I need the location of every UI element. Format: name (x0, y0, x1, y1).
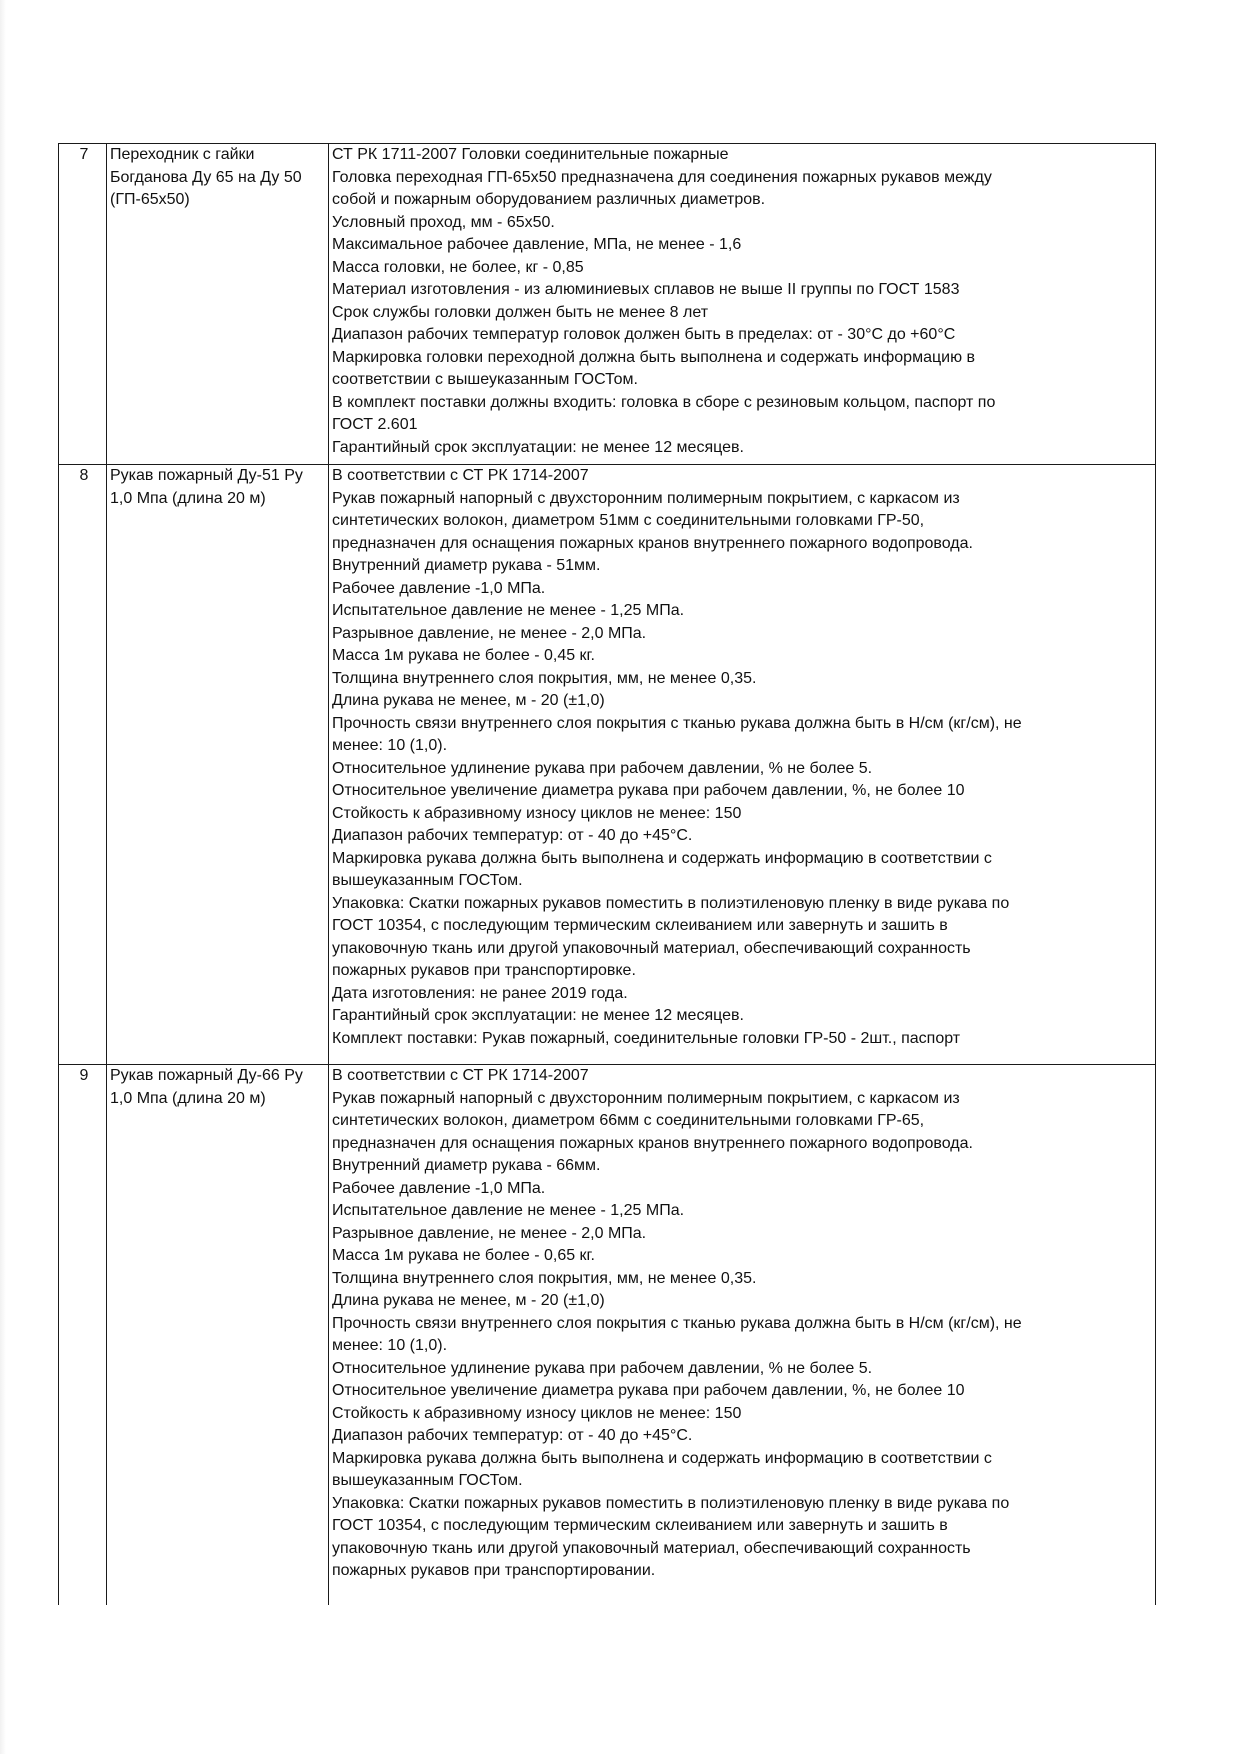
description-line: Прочность связи внутреннего слоя покрытия с тканью рукава должна быть в Н/см (кг/см), не (332, 1314, 1022, 1332)
item-name (107, 465, 329, 1065)
table-row (59, 144, 1156, 465)
description-line: синтетических волокон, диаметром 51мм с соединительными головками ГР-50, (332, 512, 925, 529)
description-line: менее: 10 (1,0). (332, 737, 448, 754)
table-row (59, 465, 1156, 1065)
description-line: вышеуказанным ГОСТом. (332, 872, 523, 889)
description-line: пожарных рукавов при транспортировке. (332, 962, 636, 979)
description-line: Относительное увеличение диаметра рукава при рабочем давлении, %, не более 10 (332, 1382, 965, 1399)
description-line: Диапазон рабочих температур: от - 40 до +45°С. (332, 827, 693, 844)
description-line: синтетических волокон, диаметром 66мм с соединительными головками ГР-65, (332, 1112, 925, 1129)
description-line: Внутренний диаметр рукава - 51мм. (332, 557, 601, 574)
description-line: Рукав пожарный напорный с двухсторонним полимерным покрытием, с каркасом из (332, 489, 960, 507)
description-line: упаковочную ткань или другой упаковочный материал, обеспечивающий сохранность (332, 939, 971, 957)
table-row (59, 1065, 1156, 1606)
description-line: Дата изготовления: не ранее 2019 года. (332, 984, 628, 1002)
description-line: Максимальное рабочее давление, МПа, не менее - 1,6 (332, 236, 742, 253)
description-line: Длина рукава не менее, м - 20 (±1,0) (332, 1292, 605, 1309)
scan-edge-shadow (0, 0, 6, 1754)
description-line: Толщина внутреннего слоя покрытия, мм, не менее 0,35. (332, 1269, 757, 1287)
description-line: вышеуказанным ГОСТом. (332, 1472, 523, 1489)
description-line: Рабочее давление -1,0 МПа. (332, 1179, 546, 1197)
row-number: 8 (59, 465, 107, 1065)
item-name (107, 1065, 329, 1606)
description-line: Разрывное давление, не менее - 2,0 МПа. (332, 624, 647, 642)
description-line: Масса головки, не более, кг - 0,85 (332, 258, 584, 276)
description-line: предназначен для оснащения пожарных кранов внутреннего пожарного водопровода. (332, 1134, 973, 1152)
description-line: В комплект поставки должны входить: головка в сборе с резиновым кольцом, паспорт по (332, 393, 996, 411)
description-line: Упаковка: Скатки пожарных рукавов поместить в полиэтиленовую пленку в виде рукава по (332, 1494, 1010, 1512)
description-line: Условный проход, мм - 65х50. (332, 213, 555, 231)
description-line: пожарных рукавов при транспортировании. (332, 1562, 656, 1579)
description-line: Масса 1м рукава не более - 0,65 кг. (332, 1247, 595, 1264)
description-line: Диапазон рабочих температур головок должен быть в пределах: от - 30°С до +60°С (332, 326, 956, 343)
description-line: Диапазон рабочих температур: от - 40 до +45°С. (332, 1427, 693, 1444)
description-line: Относительное увеличение диаметра рукава при рабочем давлении, %, не более 10 (332, 782, 965, 799)
description-line: Испытательное давление не менее - 1,25 МПа. (332, 1202, 685, 1219)
description-line: Испытательное давление не менее - 1,25 МПа. (332, 602, 685, 619)
description-line: Масса 1м рукава не более - 0,45 кг. (332, 647, 595, 664)
description-line: В соответствии с СТ РК 1714-2007 (332, 1067, 589, 1084)
description-line: Внутренний диаметр рукава - 66мм. (332, 1157, 601, 1174)
item-name-text: Рукав пожарный Ду-51 Ру 1,0 Мпа (длина 20 м) (110, 467, 303, 507)
description-line: В соответствии с СТ РК 1714-2007 (332, 467, 589, 484)
description-line: Длина рукава не менее, м - 20 (±1,0) (332, 692, 605, 709)
item-description (329, 465, 1156, 1065)
description-line: Материал изготовления - из алюминиевых сплавов не выше II группы по ГОСТ 1583 (332, 281, 960, 298)
description-line: Упаковка: Скатки пожарных рукавов поместить в полиэтиленовую пленку в виде рукава по (332, 894, 1010, 912)
item-name-text: Переходник с гайки Богданова Ду 65 на Ду 50 (ГП-65х50) (110, 146, 302, 208)
description-line: СТ РК 1711-2007 Головки соединительные пожарные (332, 146, 729, 163)
description-line: Рукав пожарный напорный с двухсторонним полимерным покрытием, с каркасом из (332, 1089, 960, 1107)
description-line: Срок службы головки должен быть не менее 8 лет (332, 303, 709, 321)
description-line: Головка переходная ГП-65х50 предназначена для соединения пожарных рукавов между (332, 168, 992, 186)
description-line: соответствии с вышеуказанным ГОСТом. (332, 371, 638, 388)
description-line: Рабочее давление -1,0 МПа. (332, 579, 546, 597)
description-line: Маркировка головки переходной должна быть выполнена и содержать информацию в (332, 348, 976, 366)
item-name-text: Рукав пожарный Ду-66 Ру 1,0 Мпа (длина 20 м) (110, 1067, 303, 1107)
description-line: предназначен для оснащения пожарных кранов внутреннего пожарного водопровода. (332, 534, 973, 552)
description-line: Относительное удлинение рукава при рабочем давлении, % не более 5. (332, 759, 873, 777)
description-line: Гарантийный срок эксплуатации: не менее 12 месяцев. (332, 1007, 744, 1024)
description-line: ГОСТ 10354, с последующим термическим склеиванием или завернуть и зашить в (332, 1517, 948, 1534)
description-line: Маркировка рукава должна быть выполнена и содержать информацию в соответствии с (332, 1449, 992, 1467)
description-line: ГОСТ 2.601 (332, 416, 418, 433)
description-line: Стойкость к абразивному износу циклов не менее: 150 (332, 804, 742, 822)
description-line: Комплект поставки: Рукав пожарный, соединительные головки ГР-50 - 2шт., паспорт (332, 1029, 961, 1047)
item-description (329, 144, 1156, 465)
description-line: Стойкость к абразивному износу циклов не менее: 150 (332, 1404, 742, 1422)
description-line: собой и пожарным оборудованием различных диаметров. (332, 191, 766, 208)
description-line: менее: 10 (1,0). (332, 1337, 448, 1354)
description-line: Маркировка рукава должна быть выполнена и содержать информацию в соответствии с (332, 849, 992, 867)
description-line: Толщина внутреннего слоя покрытия, мм, не менее 0,35. (332, 669, 757, 687)
description-line: Разрывное давление, не менее - 2,0 МПа. (332, 1224, 647, 1242)
item-description (329, 1065, 1156, 1606)
description-line: ГОСТ 10354, с последующим термическим склеиванием или завернуть и зашить в (332, 917, 948, 934)
row-number: 7 (59, 144, 107, 465)
description-line: Прочность связи внутреннего слоя покрытия с тканью рукава должна быть в Н/см (кг/см), не (332, 714, 1022, 732)
item-name (107, 144, 329, 465)
row-number: 9 (59, 1065, 107, 1606)
description-line: Относительное удлинение рукава при рабочем давлении, % не более 5. (332, 1359, 873, 1377)
description-line: упаковочную ткань или другой упаковочный материал, обеспечивающий сохранность (332, 1539, 971, 1557)
specification-table (58, 143, 1156, 1605)
description-line: Гарантийный срок эксплуатации: не менее 12 месяцев. (332, 438, 744, 456)
